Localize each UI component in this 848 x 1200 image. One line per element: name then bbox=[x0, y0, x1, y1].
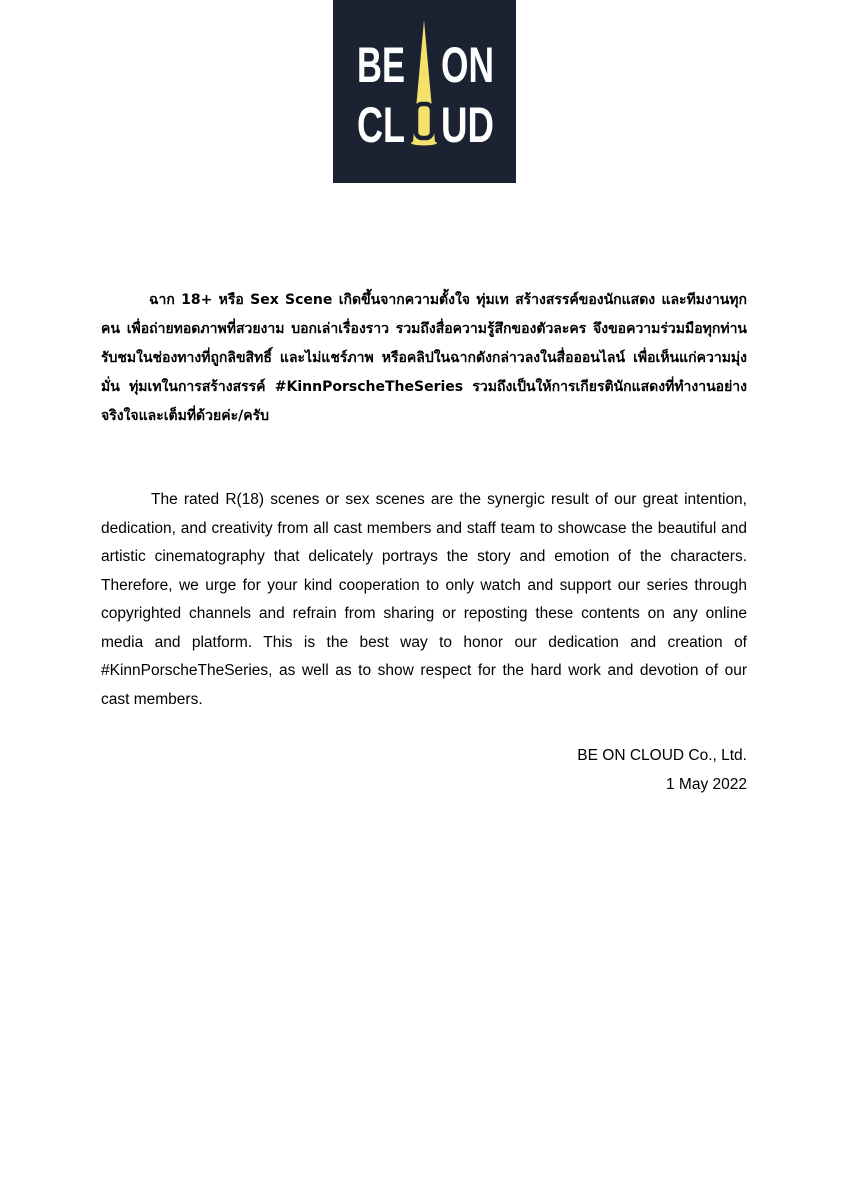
logo-mark bbox=[333, 0, 516, 183]
svg-text:ON: ON bbox=[441, 37, 494, 93]
signature-company: BE ON CLOUD Co., Ltd. bbox=[577, 747, 747, 764]
be-on-cloud-logo bbox=[333, 0, 516, 183]
svg-text:BE: BE bbox=[357, 37, 405, 93]
statement-thai: ฉาก 18+ หรือ Sex Scene เกิดขึ้นจากความตั้งใจ ทุ่มเท สร้างสรรค์ของนักแสดง และทีมงานทุกคน เพื่อถ่ายทอดภาพที่สวยงาม บอกเล่าเรื่องราว รวมถึงสื่อความรู้สึกของตัวละคร จึงขอความร่วมมือทุกท่านรับชมในช่องทางที่ถูกลิขสิทธิ์ และไม่แชร์ภาพ หรือคลิปในฉากดังกล่าวลงในสื่อออนไลน์ เพื่อเห็นแก่ความมุ่งมั่น ทุ่มเทในการสร้างสรรค์ #KinnPorscheTheSeries รวมถึงเป็นให้การเกียรตินักแสดงที่ทำงานอย่างจริงใจและเต็มที่ด้วยค่ะ/ครับ bbox=[101, 292, 747, 424]
spotlight-base-icon bbox=[411, 141, 437, 146]
statement-english: The rated R(18) scenes or sex scenes are the synergic result of our great intention, dedication, and creativity from all cast members and staff team to showcase the beautiful and artistic cinematography that delicately portrays the story and emotion of the characters. Therefore, we urge for your kind cooperation to only watch and support our series through copyrighted channels and refrain from sharing or reposting these contents on any online media and platform. This is the best way to honor our dedication and creation of #KinnPorscheTheSeries, as well as to show respect for the hard work and devotion of our cast members. bbox=[101, 491, 747, 708]
svg-text:CL: CL bbox=[357, 97, 405, 153]
svg-text:UD: UD bbox=[441, 97, 494, 153]
signature-date: 1 May 2022 bbox=[666, 776, 747, 793]
